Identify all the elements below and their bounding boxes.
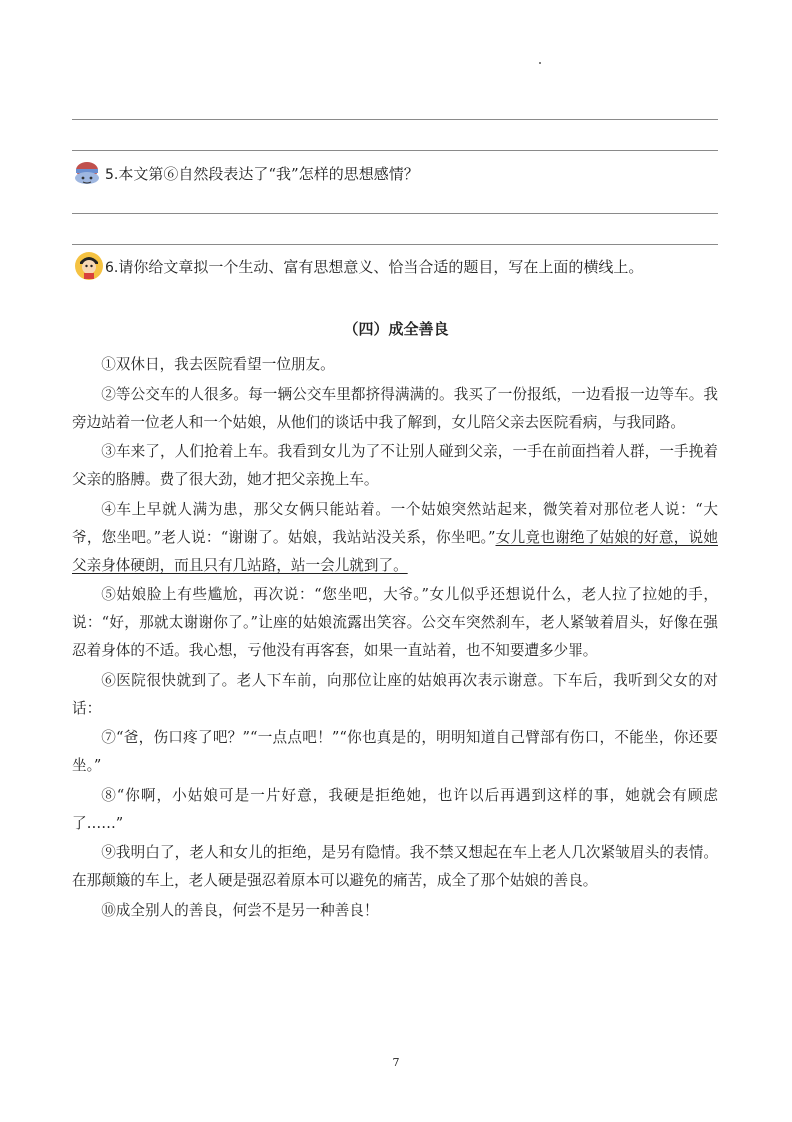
article-body	[72, 351, 718, 926]
paragraph-1: ①双休日，我去医院看望一位朋友。	[101, 356, 335, 373]
paragraph-10: ⑩成全别人的善良，何尝不是另一种善良！	[101, 901, 379, 919]
underlined-sentence: 女儿竟也谢绝了姑娘的好意，说她父亲身体硬朗，而且只有几站路，站一会儿就到了。	[72, 528, 718, 574]
answer-line	[72, 213, 718, 214]
question-text: 请你给文章拟一个生动、富有思想意义、恰当合适的题目，写在上面的横线上。	[118, 258, 644, 276]
paragraph-7: ⑦“爸，伤口疼了吧？”“一点点吧！”“你也真是的，明明知道自己臂部有伤口，不能坐，你还要坐。”	[72, 729, 718, 774]
question-number: 5.	[105, 167, 119, 183]
page-number: 7	[392, 1056, 400, 1069]
paragraph-9: ⑨我明白了，老人和女儿的拒绝，是另有隐情。我不禁又想起在车上老人几次紧皱眉头的表情。在那颠簸的车上，老人硬是强忍着原本可以避免的痛苦，成全了那个姑娘的善良。	[72, 844, 718, 889]
stray-dot	[539, 62, 541, 64]
paragraph-5: ⑤姑娘脸上有些尴尬，再次说：“您坐吧，大爷。”女儿似乎还想说什么，老人拉了拉她的手，说：“好，那就太谢谢你了。”让座的姑娘流露出笑容。公交车突然刹车，老人紧皱着眉头，好像在强忍着身体的不适。我心想，亏他没有再客套，如果一直站着，也不知要遭多少罪。	[72, 586, 718, 659]
paragraph-2: ②等公交车的人很多。每一辆公交车里都挤得满满的。我买了一份报纸，一边看报一边等车。我旁边站着一位老人和一个姑娘，从他们的谈话中我了解到，女儿陪父亲去医院看病，与我同路。	[72, 385, 718, 431]
answer-line	[72, 244, 718, 245]
answer-line	[72, 150, 718, 151]
paragraph-3: ③车来了，人们抢着上车。我看到女儿为了不让别人碰到父亲，一手在前面挡着人群，一手挽着父亲的胳膊。费了很大劲，她才把父亲挽上车。	[72, 443, 718, 488]
question-text: 本文第⑥自然段表达了“我”怎样的思想感情？	[118, 165, 419, 183]
article-title: （四）成全善良	[343, 320, 449, 338]
question-number: 6.	[105, 260, 119, 276]
answer-line	[72, 119, 718, 120]
paragraph-4: ④车上早就人满为患，那父女俩只能站着。一个姑娘突然站起来，微笑着对那位老人说：“大爷，您坐吧。”老人说：“谢谢了。姑娘，我站站没关系，你坐吧。”女儿竟也谢绝了姑娘的好意，说她父亲身体硬朗，而且只有几站路，站一会儿就到了。	[72, 500, 718, 574]
paragraph-8: ⑧“你啊，小姑娘可是一片好意，我硬是拒绝她，也许以后再遇到这样的事，她就会有顾虑了……”	[72, 786, 718, 832]
paragraph-6: ⑥医院很快就到了。老人下车前，向那位让座的姑娘再次表示谢意。下车后，我听到父女的对话：	[72, 671, 718, 717]
boy-with-hat-icon	[72, 160, 102, 191]
cartoon-kid-icon	[74, 251, 104, 286]
